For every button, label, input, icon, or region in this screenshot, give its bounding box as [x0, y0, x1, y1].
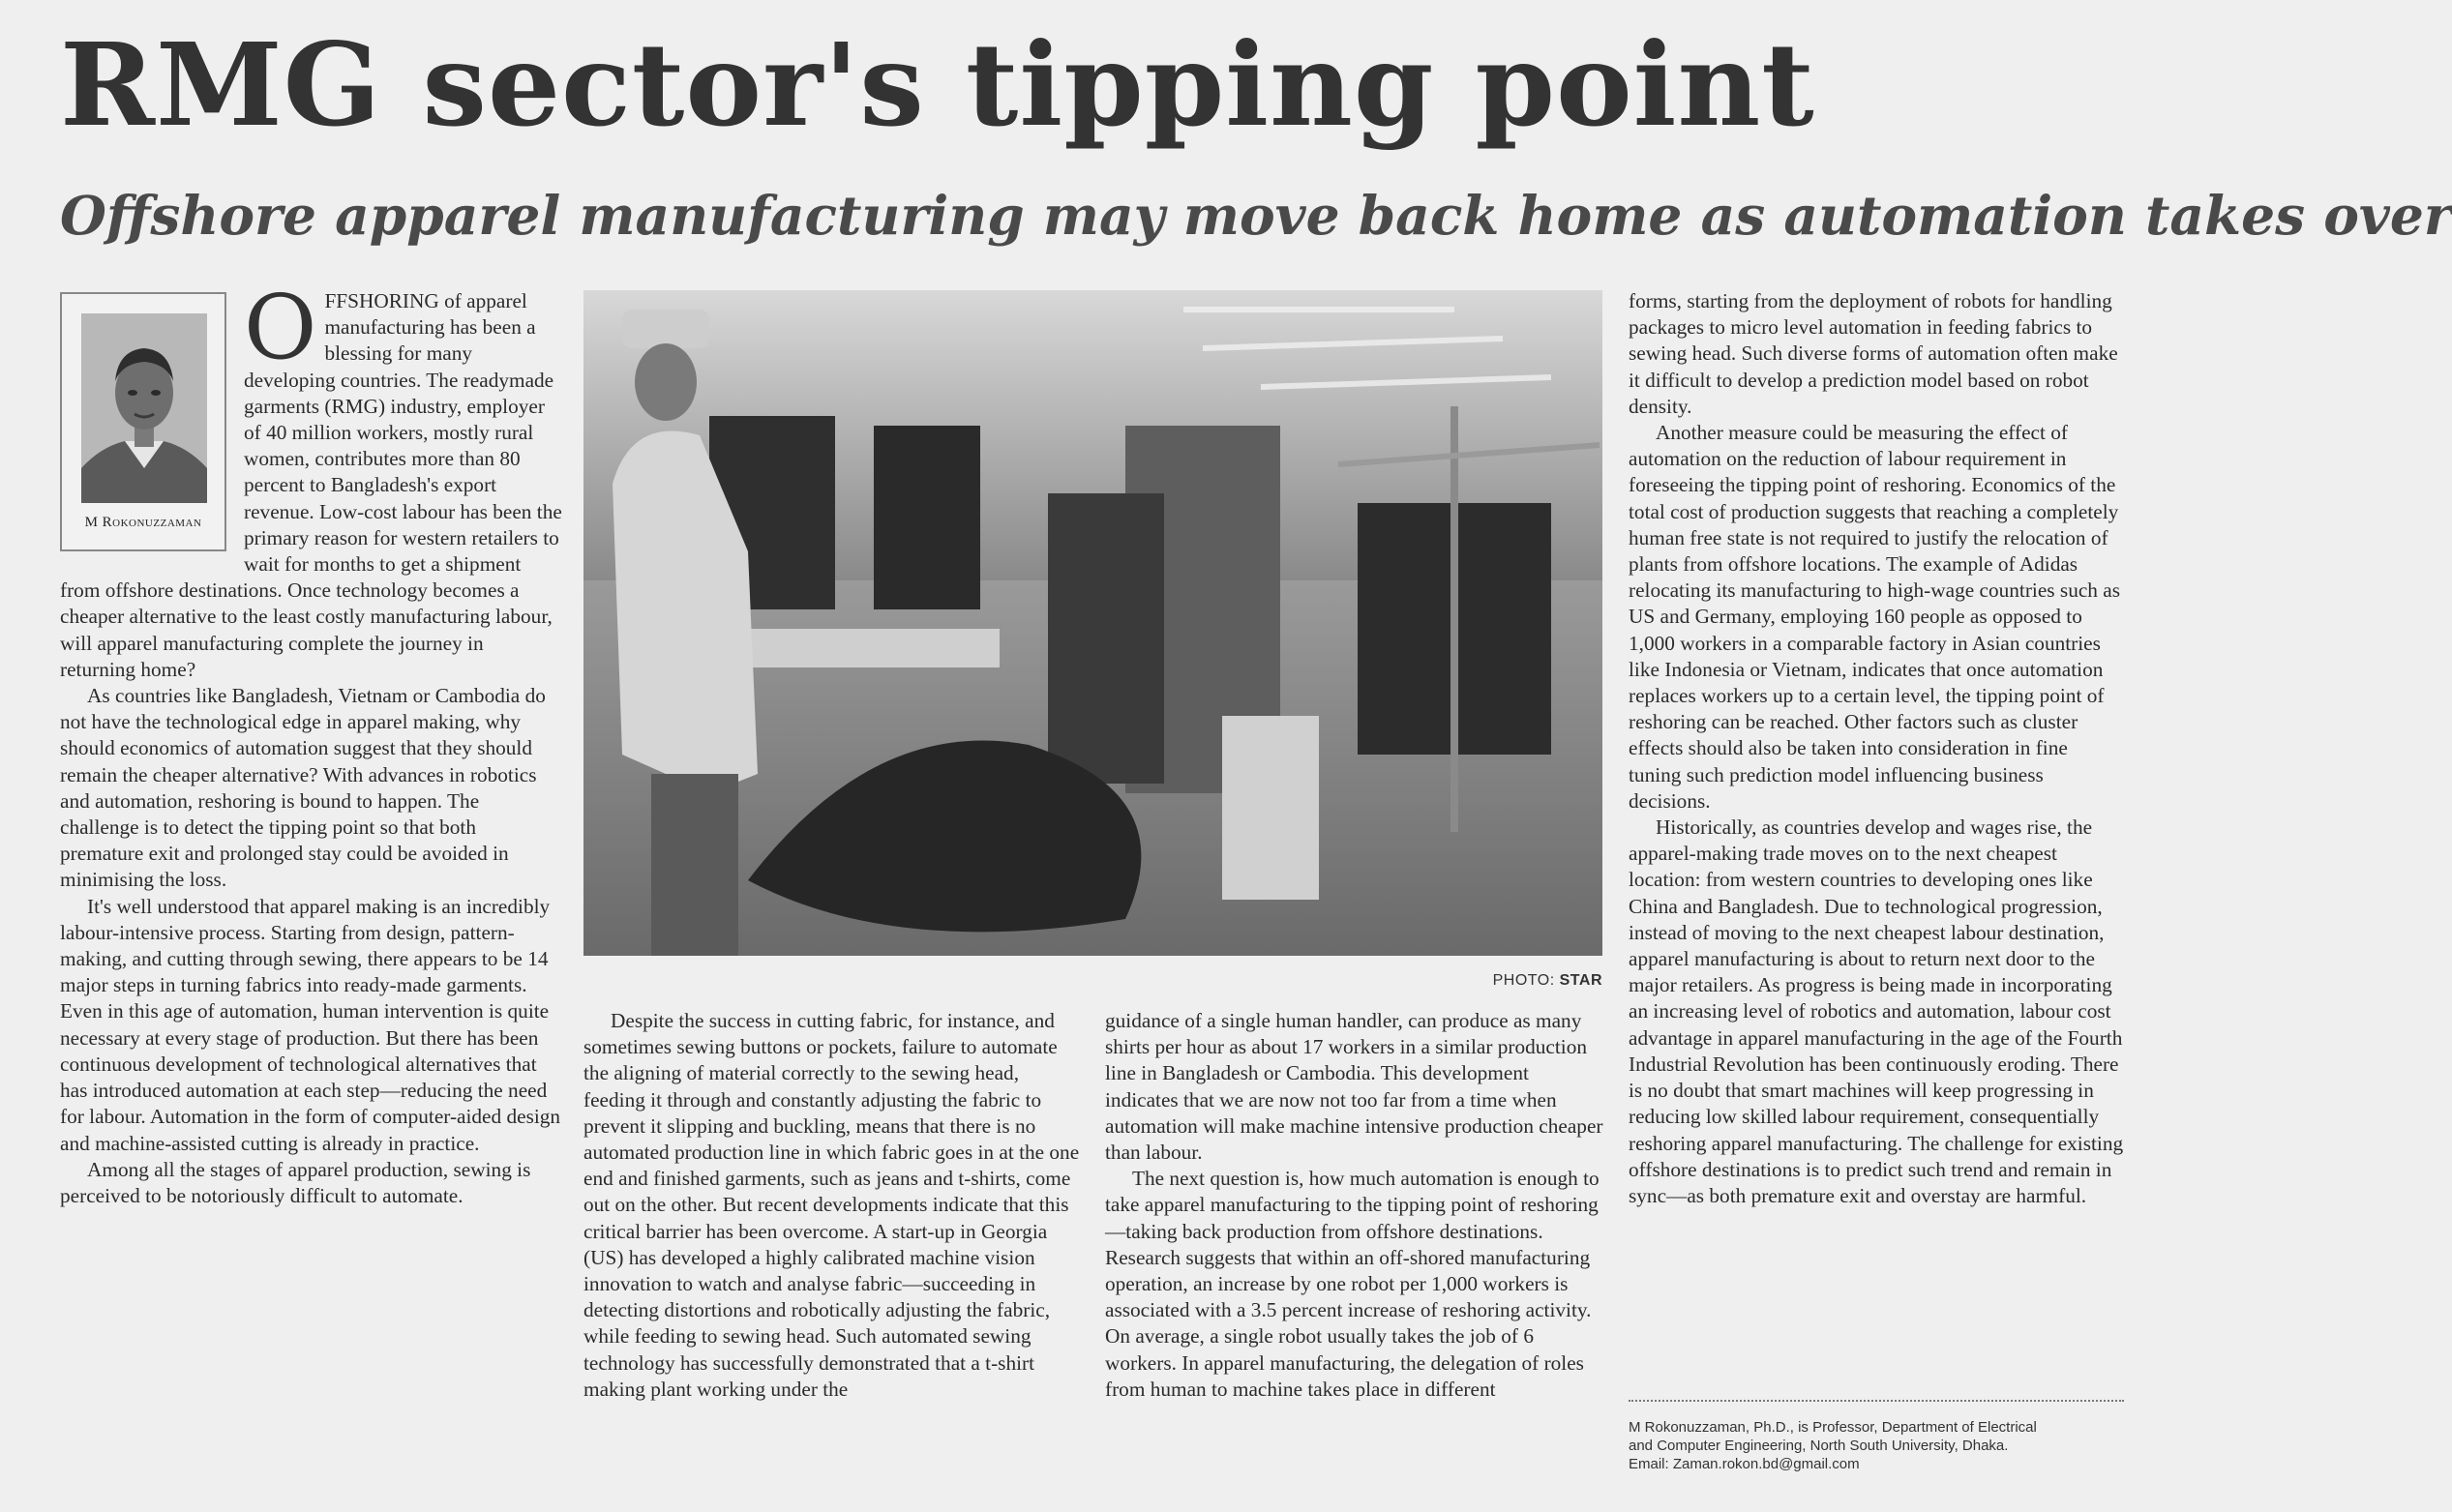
- author-box: [60, 292, 226, 551]
- article-column-2: [583, 1008, 1082, 1488]
- paragraph: The next question is, how much automation is enough to take apparel manufacturing to the tipping point of reshoring—taking back production from offshore destinations. Research suggests that within an off-shored manufacturing operation, an increase by one robot per 1,000 workers is associated with a 3.5 percent increase of reshoring activity. On average, a single robot usually takes the job of 6 workers. In apparel manufacturing, the delegation of roles from human to machine takes place in different: [1105, 1167, 1600, 1401]
- drop-cap: O: [244, 276, 317, 379]
- author-name: M Rokonuzzaman: [84, 514, 202, 530]
- paragraph: Among all the stages of apparel production, sewing is perceived to be notoriously difficult to automate.: [60, 1157, 531, 1207]
- paragraph: Another measure could be measuring the effect of automation on the reduction of labour requirement in foreseeing the tipping point of reshoring. Economics of the total cost of production suggests that reaching a completely human free state is not required to justify the relocation of plants from offshore locations. The example of Adidas relocating its manufacturing to high-wage countries such as US and Germany, employing 160 people as opposed to 1,000 workers in a comparable factory in Asian countries like Indonesia or Vietnam, indicates that once automation replaces workers up to a certain level, the tipping point of reshoring can be reached. Other factors such as cluster effects should also be taken into consideration in fine tuning such prediction model influencing business decisions.: [1629, 421, 2121, 813]
- article-column-1: [60, 276, 563, 1488]
- bio-line: Email: Zaman.rokon.bd@gmail.com: [1629, 1456, 1860, 1472]
- paragraph: As countries like Bangladesh, Vietnam or Cambodia do not have the technological edge in apparel making, why should economics of automation suggest that they should remain the cheaper alternative? With advances in robotics and automation, reshoring is bound to happen. The challenge is to detect the tipping point so that both premature exit and prolonged stay could be avoided in minimising the loss.: [60, 684, 546, 892]
- paragraph: Historically, as countries develop and wages rise, the apparel-making trade moves on to the next cheapest location: from western countries to developing ones like China and Bangladesh. Due to technological progression, instead of moving to the next cheapest labour destination, apparel manufacturing is about to return next door to the major retailers. As progress is being made in incorporating an increasing level of robotics and automation, labour cost advantage in apparel manufacturing in the age of the Fourth Industrial Revolution has been continuously eroding. There is no doubt that smart machines will keep progressing in reducing low skilled labour requirement, consequentially reshoring apparel manufacturing. The challenge for existing offshore destinations is to predict such trend and remain in sync—as both premature exit and overstay are harmful.: [1629, 815, 2124, 1207]
- photo-credit-source: STAR: [1559, 972, 1602, 989]
- photo-credit-label: PHOTO:: [1492, 972, 1555, 989]
- paragraph: It's well understood that apparel making is an incredibly labour-intensive process. Starting from design, pattern-making, and cutting through sewing, there appears to be 14 major steps in turning fabrics into ready-made garments. Even in this age of automation, human intervention is quite necessary at every stage of production. But there has been continuous development of technological alternatives that has introduced automation at each step—reducing the need for labour. Automation in the form of computer-aided design and machine-assisted cutting is already in practice.: [60, 894, 561, 1155]
- factory-photo: [583, 290, 1602, 956]
- photo-credit: [1432, 972, 1602, 990]
- headline: RMG sector's tipping point: [60, 17, 1815, 152]
- article-column-3: [1105, 1008, 1603, 1488]
- author-photo: [81, 313, 207, 503]
- paragraph: Despite the success in cutting fabric, for instance, and sometimes sewing buttons or pockets, failure to automate the aligning of material correctly to the sewing head, feeding it through and constantly adjusting the fabric to prevent it slipping and buckling, means that there is no automated production line in which fabric goes in at the one end and finished garments, such as jeans and t-shirts, come out on the other. But recent developments indicate that this critical barrier has been overcome. A start-up in Georgia (US) has developed a highly calibrated machine vision innovation to watch and analyse fabric—succeeding in detecting distortions and robotically adjusting the fabric, while feeding to sewing head. Such automated sewing technology has successfully demonstrated that a t-shirt making plant working under the: [583, 1009, 1080, 1401]
- subheadline: Offshore apparel manufacturing may move back home as automation takes over: [60, 184, 2452, 247]
- paragraph: forms, starting from the deployment of robots for handling packages to micro level automation in feeding fabrics to sewing head. Such diverse forms of automation often make it difficult to develop a prediction model based on robot density.: [1629, 289, 2118, 418]
- bio-line: and Computer Engineering, North South University, Dhaka.: [1629, 1438, 2009, 1454]
- article-column-4: [1629, 288, 2124, 1391]
- bio-divider: [1629, 1400, 2124, 1402]
- author-bio: [1629, 1418, 2124, 1473]
- bio-line: M Rokonuzzaman, Ph.D., is Professor, Department of Electrical: [1629, 1419, 2037, 1436]
- paragraph: FFSHORING of apparel manufacturing has been a blessing for many developing countries. The readymade garments (RMG) industry, employer of 40 million workers, mostly rural women, contributes more than 80 percent to Bangladesh's export revenue. Low-cost labour has been the primary reason for western retailers to wait for months to get a shipment from offshore destinations. Once technology becomes a cheaper alternative to the least costly manufacturing labour, will apparel manufacturing complete the journey in returning home?: [60, 289, 562, 681]
- paragraph: guidance of a single human handler, can produce as many shirts per hour as about 17 workers in a similar production line in Bangladesh or Cambodia. This development indicates that we are now not too far from a time when automation will make machine intensive production cheaper than labour.: [1105, 1009, 1603, 1165]
